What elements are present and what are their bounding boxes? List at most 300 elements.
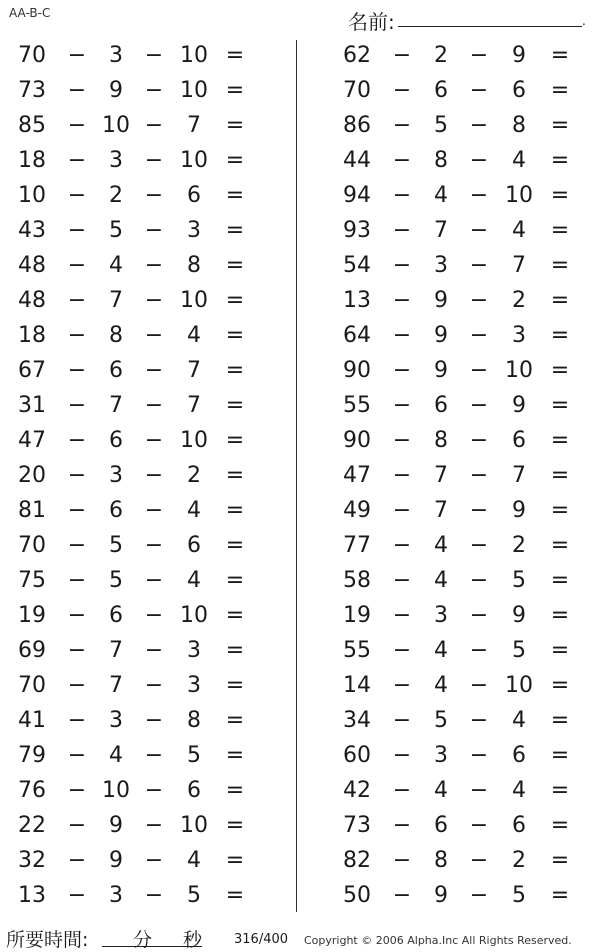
first-subtrahend: 6 — [109, 428, 123, 453]
first-subtrahend: 3 — [434, 743, 448, 768]
minus-sign: − — [67, 428, 87, 453]
minus-sign: − — [469, 883, 489, 908]
equals-sign: = — [225, 78, 245, 103]
first-subtrahend: 9 — [434, 288, 448, 313]
second-subtrahend: 5 — [512, 638, 526, 663]
minuend: 79 — [18, 743, 46, 768]
first-subtrahend: 5 — [434, 113, 448, 138]
equals-sign: = — [225, 358, 245, 383]
minuend: 93 — [343, 218, 371, 243]
equals-sign: = — [550, 638, 570, 663]
problem-row — [8, 248, 278, 283]
minuend: 20 — [18, 463, 46, 488]
problem-row — [8, 353, 278, 388]
equals-sign: = — [225, 778, 245, 803]
minuend: 58 — [343, 568, 371, 593]
problem-row — [333, 318, 600, 353]
minus-sign: − — [144, 778, 164, 803]
problem-row — [8, 213, 278, 248]
first-subtrahend: 6 — [109, 498, 123, 523]
time-taken-label: 所要時間: — [6, 929, 89, 951]
problem-row — [333, 493, 600, 528]
minuend: 50 — [343, 883, 371, 908]
equals-sign: = — [225, 218, 245, 243]
minus-sign: − — [67, 848, 87, 873]
second-subtrahend: 6 — [187, 183, 201, 208]
first-subtrahend: 9 — [109, 813, 123, 838]
minus-sign: − — [392, 603, 412, 628]
first-subtrahend: 5 — [109, 218, 123, 243]
equals-sign: = — [225, 603, 245, 628]
first-subtrahend: 4 — [434, 638, 448, 663]
minus-sign: − — [144, 428, 164, 453]
first-subtrahend: 8 — [434, 848, 448, 873]
minus-sign: − — [144, 358, 164, 383]
equals-sign: = — [225, 393, 245, 418]
first-subtrahend: 4 — [434, 778, 448, 803]
minus-sign: − — [67, 743, 87, 768]
second-subtrahend: 4 — [187, 498, 201, 523]
equals-sign: = — [550, 358, 570, 383]
name-blank-line — [398, 26, 582, 27]
problem-row — [8, 528, 278, 563]
second-subtrahend: 4 — [187, 568, 201, 593]
minuend: 44 — [343, 148, 371, 173]
equals-sign: = — [225, 113, 245, 138]
minus-sign: − — [144, 463, 164, 488]
minuend: 54 — [343, 253, 371, 278]
minus-sign: − — [392, 113, 412, 138]
problem-row — [8, 773, 278, 808]
minuend: 64 — [343, 323, 371, 348]
equals-sign: = — [550, 253, 570, 278]
minuend: 76 — [18, 778, 46, 803]
first-subtrahend: 3 — [109, 43, 123, 68]
equals-sign: = — [550, 43, 570, 68]
second-subtrahend: 2 — [187, 463, 201, 488]
minus-sign: − — [144, 253, 164, 278]
equals-sign: = — [225, 253, 245, 278]
minuend: 60 — [343, 743, 371, 768]
first-subtrahend: 6 — [109, 603, 123, 628]
minus-sign: − — [469, 323, 489, 348]
minus-sign: − — [67, 393, 87, 418]
second-subtrahend: 2 — [512, 848, 526, 873]
equals-sign: = — [550, 603, 570, 628]
minuend: 42 — [343, 778, 371, 803]
minus-sign: − — [67, 253, 87, 278]
problem-row — [8, 563, 278, 598]
first-subtrahend: 7 — [434, 463, 448, 488]
second-subtrahend: 10 — [505, 358, 533, 383]
minus-sign: − — [469, 778, 489, 803]
minus-sign: − — [67, 113, 87, 138]
minuend: 70 — [18, 43, 46, 68]
second-subtrahend: 7 — [187, 113, 201, 138]
problem-row — [333, 878, 600, 913]
second-subtrahend: 3 — [187, 638, 201, 663]
problem-row — [8, 843, 278, 878]
minus-sign: − — [67, 813, 87, 838]
problem-row — [333, 668, 600, 703]
minus-sign: − — [392, 638, 412, 663]
second-subtrahend: 9 — [512, 498, 526, 523]
problem-row — [333, 353, 600, 388]
equals-sign: = — [225, 848, 245, 873]
first-subtrahend: 6 — [434, 78, 448, 103]
equals-sign: = — [550, 113, 570, 138]
first-subtrahend: 4 — [434, 533, 448, 558]
minus-sign: − — [67, 218, 87, 243]
first-subtrahend: 10 — [102, 113, 130, 138]
second-subtrahend: 9 — [512, 603, 526, 628]
equals-sign: = — [550, 183, 570, 208]
second-subtrahend: 10 — [505, 673, 533, 698]
second-subtrahend: 9 — [512, 393, 526, 418]
column-divider — [296, 40, 297, 912]
first-subtrahend: 4 — [109, 743, 123, 768]
problem-row — [8, 423, 278, 458]
equals-sign: = — [550, 708, 570, 733]
first-subtrahend: 4 — [434, 183, 448, 208]
equals-sign: = — [225, 743, 245, 768]
minus-sign: − — [67, 673, 87, 698]
equals-sign: = — [225, 323, 245, 348]
problem-row — [333, 458, 600, 493]
second-subtrahend: 5 — [512, 883, 526, 908]
equals-sign: = — [550, 428, 570, 453]
equals-sign: = — [550, 743, 570, 768]
minus-sign: − — [144, 813, 164, 838]
second-subtrahend: 8 — [512, 113, 526, 138]
minuend: 55 — [343, 393, 371, 418]
second-subtrahend: 6 — [187, 778, 201, 803]
minus-sign: − — [144, 183, 164, 208]
equals-sign: = — [225, 708, 245, 733]
minus-sign: − — [469, 253, 489, 278]
first-subtrahend: 6 — [434, 393, 448, 418]
equals-sign: = — [225, 463, 245, 488]
minus-sign: − — [392, 78, 412, 103]
minuend: 55 — [343, 638, 371, 663]
minus-sign: − — [392, 288, 412, 313]
minus-sign: − — [469, 218, 489, 243]
right-problem-column — [333, 38, 600, 913]
second-subtrahend: 3 — [187, 218, 201, 243]
problem-row — [8, 633, 278, 668]
second-subtrahend: 6 — [512, 78, 526, 103]
minus-sign: − — [469, 148, 489, 173]
first-subtrahend: 8 — [434, 428, 448, 453]
minus-sign: − — [392, 253, 412, 278]
problem-row — [8, 73, 278, 108]
first-subtrahend: 2 — [109, 183, 123, 208]
minus-sign: − — [469, 428, 489, 453]
minus-sign: − — [392, 358, 412, 383]
second-subtrahend: 5 — [512, 568, 526, 593]
minus-sign: − — [392, 743, 412, 768]
minus-sign: − — [67, 638, 87, 663]
minuend: 19 — [343, 603, 371, 628]
minus-sign: − — [144, 708, 164, 733]
minus-sign: − — [392, 183, 412, 208]
equals-sign: = — [550, 218, 570, 243]
first-subtrahend: 5 — [109, 533, 123, 558]
equals-sign: = — [550, 148, 570, 173]
minus-sign: − — [469, 603, 489, 628]
minus-sign: − — [469, 533, 489, 558]
second-subtrahend: 2 — [512, 288, 526, 313]
problem-row — [333, 808, 600, 843]
first-subtrahend: 3 — [109, 463, 123, 488]
minus-sign: − — [392, 533, 412, 558]
minuend: 48 — [18, 253, 46, 278]
second-subtrahend: 4 — [187, 323, 201, 348]
equals-sign: = — [225, 288, 245, 313]
first-subtrahend: 7 — [434, 218, 448, 243]
equals-sign: = — [550, 848, 570, 873]
minus-sign: − — [392, 428, 412, 453]
minus-sign: − — [144, 568, 164, 593]
problem-row — [8, 143, 278, 178]
minuend: 81 — [18, 498, 46, 523]
second-subtrahend: 6 — [187, 533, 201, 558]
minuend: 13 — [343, 288, 371, 313]
second-subtrahend: 6 — [512, 428, 526, 453]
minus-sign: − — [392, 463, 412, 488]
minuend: 47 — [18, 428, 46, 453]
problem-row — [8, 38, 278, 73]
first-subtrahend: 7 — [109, 288, 123, 313]
equals-sign: = — [225, 568, 245, 593]
minuend: 82 — [343, 848, 371, 873]
minus-sign: − — [144, 498, 164, 523]
problem-row — [8, 738, 278, 773]
minus-sign: − — [392, 813, 412, 838]
minuend: 90 — [343, 428, 371, 453]
minus-sign: − — [469, 813, 489, 838]
minuend: 73 — [343, 813, 371, 838]
first-subtrahend: 9 — [434, 358, 448, 383]
second-subtrahend: 6 — [512, 743, 526, 768]
minus-sign: − — [144, 113, 164, 138]
first-subtrahend: 7 — [109, 393, 123, 418]
minutes-label: 分 — [133, 929, 153, 951]
minus-sign: − — [469, 43, 489, 68]
first-subtrahend: 8 — [434, 148, 448, 173]
page-number: 316/400 — [234, 932, 289, 947]
first-subtrahend: 9 — [109, 78, 123, 103]
minuend: 19 — [18, 603, 46, 628]
copyright-notice: Copyright © 2006 Alpha.Inc All Rights Reserved. — [304, 934, 572, 947]
second-subtrahend: 10 — [180, 288, 208, 313]
equals-sign: = — [225, 428, 245, 453]
minus-sign: − — [144, 603, 164, 628]
minus-sign: − — [144, 883, 164, 908]
minus-sign: − — [144, 43, 164, 68]
equals-sign: = — [225, 673, 245, 698]
minus-sign: − — [67, 778, 87, 803]
first-subtrahend: 6 — [109, 358, 123, 383]
second-subtrahend: 7 — [512, 253, 526, 278]
minuend: 41 — [18, 708, 46, 733]
second-subtrahend: 6 — [512, 813, 526, 838]
problem-row — [8, 598, 278, 633]
second-subtrahend: 4 — [512, 778, 526, 803]
second-subtrahend: 7 — [512, 463, 526, 488]
minuend: 18 — [18, 323, 46, 348]
second-subtrahend: 5 — [187, 883, 201, 908]
minus-sign: − — [469, 288, 489, 313]
equals-sign: = — [225, 638, 245, 663]
worksheet-code: AA-B-C — [9, 6, 51, 20]
minus-sign: − — [392, 568, 412, 593]
left-problem-column — [8, 38, 278, 913]
equals-sign: = — [550, 393, 570, 418]
minuend: 31 — [18, 393, 46, 418]
equals-sign: = — [550, 883, 570, 908]
minus-sign: − — [144, 218, 164, 243]
minus-sign: − — [144, 638, 164, 663]
minus-sign: − — [392, 673, 412, 698]
problem-row — [333, 178, 600, 213]
minus-sign: − — [144, 288, 164, 313]
second-subtrahend: 5 — [187, 743, 201, 768]
problem-row — [333, 248, 600, 283]
problem-row — [333, 213, 600, 248]
second-subtrahend: 8 — [187, 708, 201, 733]
equals-sign: = — [225, 533, 245, 558]
minus-sign: − — [67, 708, 87, 733]
minuend: 77 — [343, 533, 371, 558]
minuend: 69 — [18, 638, 46, 663]
second-subtrahend: 10 — [180, 78, 208, 103]
minus-sign: − — [469, 498, 489, 523]
second-subtrahend: 4 — [512, 148, 526, 173]
minuend: 13 — [18, 883, 46, 908]
first-subtrahend: 5 — [434, 708, 448, 733]
minuend: 43 — [18, 218, 46, 243]
equals-sign: = — [550, 568, 570, 593]
problem-row — [8, 108, 278, 143]
minus-sign: − — [392, 43, 412, 68]
problem-row — [8, 283, 278, 318]
minus-sign: − — [469, 673, 489, 698]
equals-sign: = — [550, 288, 570, 313]
minus-sign: − — [469, 708, 489, 733]
minuend: 47 — [343, 463, 371, 488]
name-end-dot: . — [582, 14, 586, 28]
second-subtrahend: 8 — [187, 253, 201, 278]
minus-sign: − — [144, 323, 164, 348]
second-subtrahend: 4 — [187, 848, 201, 873]
second-subtrahend: 7 — [187, 393, 201, 418]
equals-sign: = — [550, 463, 570, 488]
second-subtrahend: 10 — [180, 603, 208, 628]
problem-row — [333, 738, 600, 773]
minuend: 85 — [18, 113, 46, 138]
minus-sign: − — [469, 568, 489, 593]
minus-sign: − — [144, 533, 164, 558]
minus-sign: − — [67, 288, 87, 313]
name-label: 名前: — [348, 10, 395, 34]
problem-row — [333, 843, 600, 878]
first-subtrahend: 3 — [434, 603, 448, 628]
problem-row — [333, 633, 600, 668]
minus-sign: − — [469, 743, 489, 768]
equals-sign: = — [225, 183, 245, 208]
second-subtrahend: 3 — [187, 673, 201, 698]
minus-sign: − — [144, 743, 164, 768]
first-subtrahend: 4 — [434, 568, 448, 593]
minus-sign: − — [469, 78, 489, 103]
minus-sign: − — [144, 848, 164, 873]
equals-sign: = — [225, 498, 245, 523]
first-subtrahend: 2 — [434, 43, 448, 68]
first-subtrahend: 10 — [102, 778, 130, 803]
problem-row — [333, 283, 600, 318]
minus-sign: − — [469, 848, 489, 873]
first-subtrahend: 9 — [434, 323, 448, 348]
first-subtrahend: 7 — [109, 673, 123, 698]
minus-sign: − — [469, 393, 489, 418]
minuend: 73 — [18, 78, 46, 103]
minuend: 90 — [343, 358, 371, 383]
first-subtrahend: 7 — [109, 638, 123, 663]
problem-row — [8, 178, 278, 213]
minus-sign: − — [67, 148, 87, 173]
equals-sign: = — [550, 498, 570, 523]
minus-sign: − — [392, 708, 412, 733]
problem-row — [8, 668, 278, 703]
minuend: 10 — [18, 183, 46, 208]
minuend: 70 — [343, 78, 371, 103]
minuend: 14 — [343, 673, 371, 698]
equals-sign: = — [550, 813, 570, 838]
minus-sign: − — [469, 358, 489, 383]
minus-sign: − — [67, 78, 87, 103]
minus-sign: − — [469, 463, 489, 488]
problem-row — [333, 773, 600, 808]
problem-row — [8, 703, 278, 738]
minus-sign: − — [144, 673, 164, 698]
minuend: 70 — [18, 533, 46, 558]
minuend: 48 — [18, 288, 46, 313]
first-subtrahend: 5 — [109, 568, 123, 593]
minus-sign: − — [392, 218, 412, 243]
seconds-label: 秒 — [183, 929, 203, 951]
first-subtrahend: 9 — [109, 848, 123, 873]
minus-sign: − — [392, 848, 412, 873]
minuend: 94 — [343, 183, 371, 208]
minuend: 67 — [18, 358, 46, 383]
minus-sign: − — [67, 463, 87, 488]
first-subtrahend: 4 — [434, 673, 448, 698]
minus-sign: − — [469, 638, 489, 663]
problem-row — [333, 563, 600, 598]
problem-row — [333, 73, 600, 108]
minus-sign: − — [67, 323, 87, 348]
minus-sign: − — [67, 183, 87, 208]
first-subtrahend: 3 — [109, 883, 123, 908]
second-subtrahend: 9 — [512, 43, 526, 68]
problem-row — [8, 458, 278, 493]
equals-sign: = — [550, 78, 570, 103]
minus-sign: − — [392, 393, 412, 418]
equals-sign: = — [225, 43, 245, 68]
problem-row — [8, 808, 278, 843]
first-subtrahend: 9 — [434, 883, 448, 908]
